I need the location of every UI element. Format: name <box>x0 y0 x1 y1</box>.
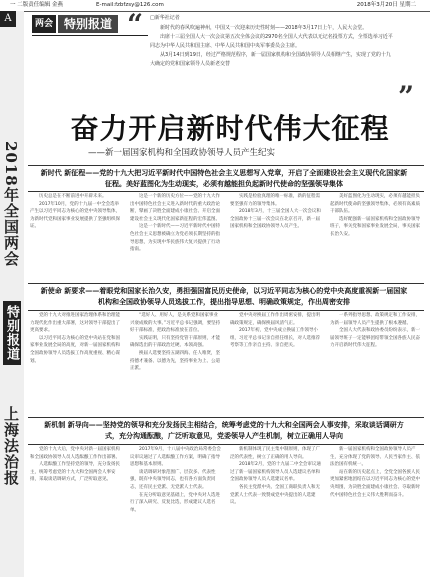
section-lead-2: 新使命 新要求——着眼党和国家长治久安，勇担强国富民历史使命，以习近平同志为核心的党中央高度重视新一届国家机构和全国政协领导人员选拔工作，提出指导思想、明确政策规定，作出周密安排 <box>40 287 408 306</box>
paragraph: 这是一个新的历史方位——党的十九大作出中国特色社会主义进入新时代的重大政治论断，擘画了决胜全面建成小康社会、开启全面建设社会主义现代化国家新征程的宏伟蓝图。 <box>130 194 220 222</box>
section-lead-3: 新机制 新导向——坚持党的领导和充分发扬民主相结合，统筹考虑党的十九大和全国两会人事安排，采取谈话调研方式，充分沟通酝酿，广泛听取意见，党委领导人产生机制，树立正确用人导向 <box>44 421 404 440</box>
vertical-masthead <box>0 11 24 577</box>
close-quote-icon: ” <box>398 80 415 113</box>
column <box>330 312 422 416</box>
body-columns-2 <box>30 312 422 416</box>
section-tag-big: 特别报道 <box>58 15 118 33</box>
intro-paragraph: 从3月14日到19日，经过严格规范程序，新一届国家机构和全国政协领导人员相继产生，实现了党的十九大确定的党和国家领导人员新老交替 <box>150 52 391 67</box>
masthead-paper-name: 上海法治报 <box>2 406 20 486</box>
paragraph: 选好配强新一届国家机构和全国政协领导班子，事关党和国家事业发展全局，事关国家长治久安。 <box>330 216 420 237</box>
column <box>130 193 222 281</box>
column <box>130 312 222 416</box>
paragraph: 新机制体现了民主集中制原则，体现了广泛的代表性，树立了正确的用人导向。 <box>230 447 320 460</box>
paragraph: 各民主党派中央、全国工商联负责人和无党派人士代表一致赞成党中央提出的人选建议。 <box>230 484 320 506</box>
column <box>230 193 322 281</box>
column <box>30 193 122 281</box>
column <box>230 312 322 416</box>
column <box>30 446 122 572</box>
paragraph: 美好蓝图化为生动现实，必须有越能担负起新时代使命的坚强领导集体，必须有高素质干部队伍。 <box>330 194 420 215</box>
divider <box>28 191 424 192</box>
paragraph: 2018年3月，十三届全国人大一次会议和全国政协十三届一次会议在北京召开，新一届国家机构和全国政协领导人员产生。 <box>230 209 321 230</box>
masthead-special: 特别报道 <box>3 301 21 365</box>
paragraph: 党的十九大后，党中央对新一届国家机构和全国政协领导人员人选酝酿工作作出部署。 <box>30 447 120 460</box>
paragraph: 党中央对换届工作作出周密安排，提出明确政策规定，确保换届风清气正。 <box>230 313 320 326</box>
editor-email: E-mail:fzbfzsy@126.com <box>96 2 164 8</box>
masthead-year: 2018年全国两会 <box>2 141 20 267</box>
divider <box>28 444 424 445</box>
paragraph: 换届人选要坚持五湖四海、任人唯贤，坚持德才兼备、以德为先，坚持事业为上、公道正派。 <box>130 350 220 372</box>
paragraph: 历史总是在不断前进中开辟未来。 <box>39 194 107 199</box>
divider <box>28 165 424 166</box>
divider <box>28 310 424 311</box>
section-tag-small: 两会 <box>32 15 56 33</box>
paragraph: 实践证明，只有坚持党管干部原则，才能确保选出的干部政治过硬、本领高强。 <box>130 335 220 349</box>
section-lead-1: 新时代 新征程——党的十九大把习近平新时代中国特色社会主义思想写入党章，开启了全面建设社会主义现代化国家新征程。美好蓝图化为生动现实，必须有越能担负起新时代使命的坚强领导集体 <box>40 169 408 188</box>
subheadline: ——新一届国家机构和全国政协领导人员产生纪实 <box>88 148 276 158</box>
page-letter: A <box>0 11 16 27</box>
intro-paragraph: 新时代的春风吹遍神州，中国又一次迎来历史性时刻——2018年3月17日上午，人民大会堂。 <box>160 25 368 31</box>
paragraph: 这是一个新时代——习近平新时代中国特色社会主义思想被确立为党必须长期坚持的指导思想，为实现中华民族伟大复兴提供了行动指南。 <box>130 224 220 253</box>
paragraph: 实践是检验真理的唯一标准，新的征程需要坚强有力的领导集体。 <box>230 194 320 207</box>
intro-paragraph: 出席十三届全国人大一次会议第五次全体会议的2970名全国人大代表以无记名投票方式，全票选举习近平同志为中华人民共和国主席、中华人民共和国中央军事委员会主席。 <box>150 34 393 49</box>
paragraph: 2017年初，党中央成立换届工作领导小组，习近平总书记亲自担任组长，对人选推荐考察等工作亲自主持、亲自把关。 <box>230 328 320 349</box>
paragraph: 2018年2月，党的十九届二中全会审议通过了新一届国家机构领导人员人选建议名单和全国政协领导人员人选建议名单。 <box>230 462 321 483</box>
paragraph: 党的十九大对推进国家治理体系和治理能力现代化作出重大部署，这对领导干部提出了更高要求。 <box>30 313 120 334</box>
column <box>30 312 122 416</box>
column <box>230 446 322 572</box>
column <box>330 193 422 281</box>
paragraph: 一系列指导思想、政策规定和工作安排，为新一届领导人员产生提供了根本遵循。 <box>330 313 420 326</box>
paragraph: 2017年9月，十八届中央政治局常委会会议审议通过了人选酝酿工作方案，明确了指导思想和基本原则。 <box>130 447 221 468</box>
paragraph: 2017年10月，党的十九届一中全会选举产生以习近平同志为核心的党中央领导集体，为新时代党和国家事业发展提供了坚强组织保证。 <box>30 201 120 230</box>
divider <box>28 283 424 284</box>
paragraph: 以习近平同志为核心的党中央站在党和国家事业发展全局的高度，对新一届国家机构和全国政协领导人员选拔工作高度重视、精心谋划。 <box>30 335 120 364</box>
byline: □新华社记者 <box>150 15 180 21</box>
paragraph: 新一届国家机构和全国政协领导人员产生，充分体现了党的领导、人民当家作主、依法治国有机统一。 <box>330 447 420 468</box>
paragraph: 站在新的历史起点上，全党全国各族人民更加紧密地团结在以习近平同志为核心的党中央周围，为决胜全面建成小康社会、夺取新时代中国特色社会主义伟大胜利而奋斗。 <box>330 469 420 498</box>
paragraph: 人选酝酿工作坚持党的领导，充分发扬民主，统筹考虑党的十九大和全国两会人事安排，采取谈话调研方式，广泛听取意见。 <box>30 462 120 483</box>
editor-info: 一 二版责任编辑 金燕 <box>10 2 63 8</box>
paragraph: “选好人、用好人，是关系党和国家事业兴衰成败的大事。”习近平总书记强调，要坚持好干部标准，把政治标准放在首位。 <box>130 313 221 334</box>
column <box>330 446 422 572</box>
open-quote-icon: “ <box>127 8 144 41</box>
section-tag <box>32 15 118 33</box>
paragraph: 全国人大代表和政协委员纷纷表示，新一届领导班子一定能够团结带领全国各族人民奋力开启新时代伟大征程。 <box>330 328 420 349</box>
paragraph: 在充分听取意见基础上，党中央对人选进行了深入研究、反复比选，形成建议人选名单。 <box>130 492 220 513</box>
divider <box>28 417 424 418</box>
intro-block <box>150 24 395 69</box>
headline: 奋力开启新时代伟大征程 <box>70 112 390 145</box>
page-header <box>0 0 430 12</box>
issue-date: 2018年3月20日 星期二 <box>356 2 416 8</box>
body-columns-3 <box>30 446 422 572</box>
column <box>130 446 222 572</box>
paragraph: 谈话调研对象范围广、层次多、代表性强，既有中央领导同志，也有各方面负责同志，还有民主党派、无党派人士代表。 <box>130 469 216 490</box>
body-columns-1 <box>30 193 422 281</box>
